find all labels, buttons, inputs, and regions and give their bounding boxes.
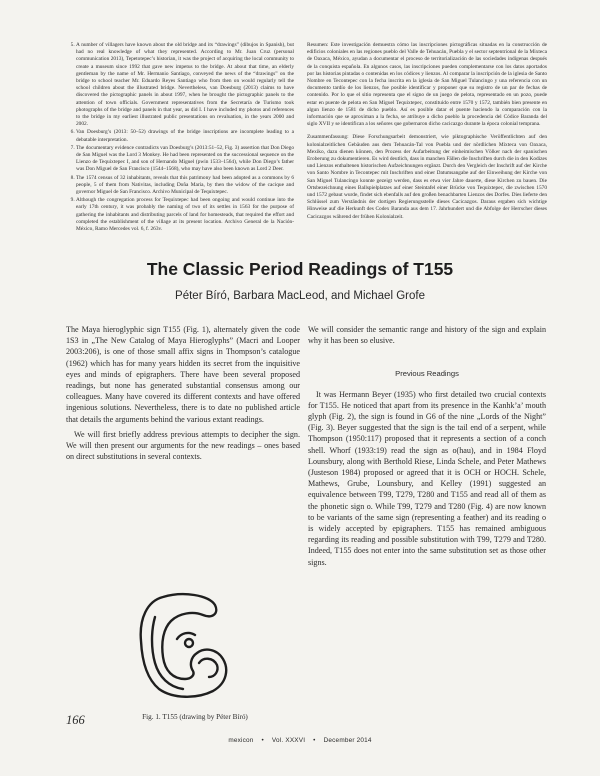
endnote-8: 8. The 1574 census of 32 inhabitants, reveals that this patrimony had been adopted as a commons by 6 people, 5 of them from Nativitas, including Doña Maria, by then the widow of the cacique and governor Miguel de San Francisco. Archivo Municipal de Tequixtepec. bbox=[76, 175, 294, 197]
glyph-hook bbox=[199, 659, 218, 677]
body-paragraph: We will first briefly address previous attempts to decipher the sign. We will then present our arguments for the new readings – ones based on direct substitutions in several contexts. bbox=[66, 429, 300, 462]
footer-date: December 2014 bbox=[323, 737, 372, 744]
article-title: The Classic Period Readings of T155 bbox=[146, 259, 454, 279]
footer-journal: mexicon bbox=[228, 737, 254, 744]
abstracts bbox=[307, 42, 547, 227]
page-footer bbox=[0, 737, 600, 744]
endnote-7: 7. The documentary evidence contradicts van Doesburg’s (2013:51–52, Fig. 3) assertion that Don Diego de San Miguel was the Lord 3 Monkey. He had been represented on the successional sequence on the Lienzo de Tequixtepec I, and son of Hernando Miguel (pwin 1533–1564), while Don Diego’s father was Don Miguel de San Francisco (1544–1568), who may have also been known as Lord 2 Deer. bbox=[76, 145, 294, 174]
glyph-inner-bar bbox=[177, 633, 195, 639]
glyph-outer-outline bbox=[141, 594, 226, 697]
article-authors: Péter Bíró, Barbara MacLeod, and Michael Grofe bbox=[175, 290, 425, 302]
figure-caption: Fig. 1. T155 (drawing by Péter Bíró) bbox=[142, 713, 248, 721]
endnotes bbox=[66, 42, 294, 234]
body-paragraph: The Maya hieroglyphic sign T155 (Fig. 1), alternately given the code 1S3 in „The New Catalog of Maya Hieroglyphs” (Macri and Looper 2003:206), is one of those small affix signs in Thompson’s catalogue (1962) which has for many years hidden its secret from the inquisitive eyes and minds of epigraphers. There have been several proposed readings, but none has generated substantial consensus among our colleagues. Many have covered its different contexts and have offered ingenious solutions. Nevertheless, there is to date no published article that details the arguments behind the various extant readings. bbox=[66, 325, 300, 424]
endnote-6: 6. Van Doesburg’s (2013: 50–52) drawings of the bridge inscriptions are incomplete leading to a debatable interpretation. bbox=[76, 129, 294, 143]
endnotes-list bbox=[66, 42, 294, 233]
footer-volume: Vol. XXXVI bbox=[271, 737, 306, 744]
footer-separator: • bbox=[313, 737, 316, 744]
resumen-abstract: Resumen: Este investigación demuestra cómo las inscripciones pictográficas situadas en la construcción de edificios coloniales en las regiones pueblo del Valle de Tehuacán, Puebla y el sector septentrional de la Mixteca de Oaxaca, México, ayudan a documentar el proceso de territorialización de las sociedades indígenas después de la conquista española. En algunos casos, las inscripciones pueden complementarse con los datos aportados por las historias pintadas o contenidas en los códices y lienzos. Al comparar la inscripción de la iglesia de Santo Nombre en Tecontepec con la fecha inscrita en la iglesia de San Miguel Tulancingo y una referencia con un documento tardío de los lienzos, fue posible identificar y proponer que su registro de un par de fechas de contenido. Por lo que el sitio representa que el signo de un juego de pelota, representado en un pozo, puede estar en puente de pelota en San Miguel Tequixtepec, constituido entre 1570 y 1572, también bien presente en algun lienzo de 1581 de dicho pueblo. Así es posible datar el puente haciendo la comparación con la información que se aproximan a la fecha, se atribuye a dicho pueblo la procedencia del Códice Baranda del siglo XVII y se identifican a los señores que gobernaron dicho cacicazgo durante la época colonial temprana. bbox=[307, 42, 547, 128]
section-heading: Previous Readings bbox=[395, 369, 459, 379]
zusammenfassung-abstract: Zusammenfassung: Diese Forschungsarbeit demonstriert, wie piktographische Veröffentlichten auf den kolonialzeitlichen Gebäuden aus dem Tehuacán-Tal von Puebla und der nördlichen Mixteca von Oaxaca, Mexiko, dazu dienen können, den Prozess der Aufarbeitung der einheimischen Völker nach der spanischen Eroberung zu dokumentieren. Es wird deutlich, dass in manchen Fällen die Inschriften durch die in den Kodizes und Lienzos enthaltenen historischen Aufzeichnungen ergänzt. Durch den Vergleich der Inschrift auf der Kirche von Santo Nombre in Tecontepec mit Inschriften und einer Datumsangabe auf der Einweihung der Kirche von San Miguel Tulancingo konnte gezeigt werden, dass es etwa vier Jahre dauerte, diese Kirchen zu bauen. Die Ortsbezeichnung eines Ballspielplatzes auf einer Steintafel einer Brücke von Tequixtepec, die zwischen 1570 und 1572 gebaut wurde, findet sich ebenfalls auf den großen benachbarten Lienzos des Dorfes. Dies lieferte den Schlüssel zum Verständnis der dortigen Regierungsstelle dieses Cacicazgos. Daraus ergaben sich wichtige Hinweise auf die Herkunft des Codex Baranda aus dem 17. Jahrhundert und die Abfolge der Herrscher dieses Cacicazgos während der frühen Kolonialzeit. bbox=[307, 134, 547, 220]
body-paragraph: We will consider the semantic range and history of the sign and explain why it has been so elusive. bbox=[308, 325, 546, 346]
body-column-right bbox=[308, 324, 546, 568]
t155-glyph-figure bbox=[133, 587, 233, 703]
body-paragraph: It was Hermann Beyer (1935) who first detailed two crucial contexts for T155. He noticed that apart from its presence in the Kanhk’a’ mouth glyph (Fig. 2), the sign is found in G6 of the nine „Lords of the Night” (Fig. 3). Beyer suggested that the sign is the tail end of a serpent, while Thompson (1950:117) proposed that it represents a section of a conch shell. Whorf (1933:19) read the sign as o(hau), and in 1984 Floyd Lounsbury, along with Berthold Riese, Linda Schele, and Peter Mathews (Justeson 1984) proposed or agreed that it is OCH or HOCH. Schele, Mathews, Grube, Lounsbury, and Kelley (1991) suggested an equivalence between T99, T279, T280 and T155 and read all of them as the phonetic sign o. While T99, T279 and T280 (Fig. 4) are now known to be variants of the same sign (representing a feather) and its reading o is widely accepted by epigraphers. T155 has remained ambiguous regarding its reading and possible substitution with T99, T279 and T280. Indeed, T155 does not enter into the same substitution set as those other signs. bbox=[308, 389, 546, 567]
glyph-dot bbox=[185, 639, 193, 647]
body-column-left bbox=[66, 324, 300, 466]
page-number: 166 bbox=[66, 713, 85, 727]
endnote-9: 9. Although the congregation process for Tequixtepec had been ongoing and would continue into the early 17th century, it was probably the naming of two of its settles in 1563 for the purpose of gathering the inhabitants and distributing parcels of land for homesteads, that required the effort and completed the establishment of the village at its present location. Archivo General de la Nación-México, Ramo Mercedes vol. 6, f. 263v. bbox=[76, 197, 294, 233]
footer-separator: • bbox=[261, 737, 264, 744]
endnote-5: 5. A number of villagers have known about the old bridge and its “drawings” (dibujos in Spanish), but had no real knowledge of what they represented. According to Mr. Juan Cruz (personal communication 2013), Tepetotepec’s historian, it was the project of acquiring the local community to create a museum since 1992 that gave new impetus to the bridge. At about that time, an elderly gentleman by the name of Mr. Hermanio Santiago, conveyed the news of the “drawings” on the bridge to school teacher Mr. Eduardo Reyes Santiago who from then on would regularly tell the school children about the illustrated bridge. Nevertheless, van Doesburg (2013) claims to have discovered the pictographic panels in about 1997, when he brought the pictographic panels to the attention of town officials. Government representatives from the Secretaría de Turismo took photographs of the bridge and panels in that year, as did I. I have included my photos and references to the bridge in my earliest illustrated public presentations on revaluation, in the years 2000 and 2002. bbox=[76, 42, 294, 128]
